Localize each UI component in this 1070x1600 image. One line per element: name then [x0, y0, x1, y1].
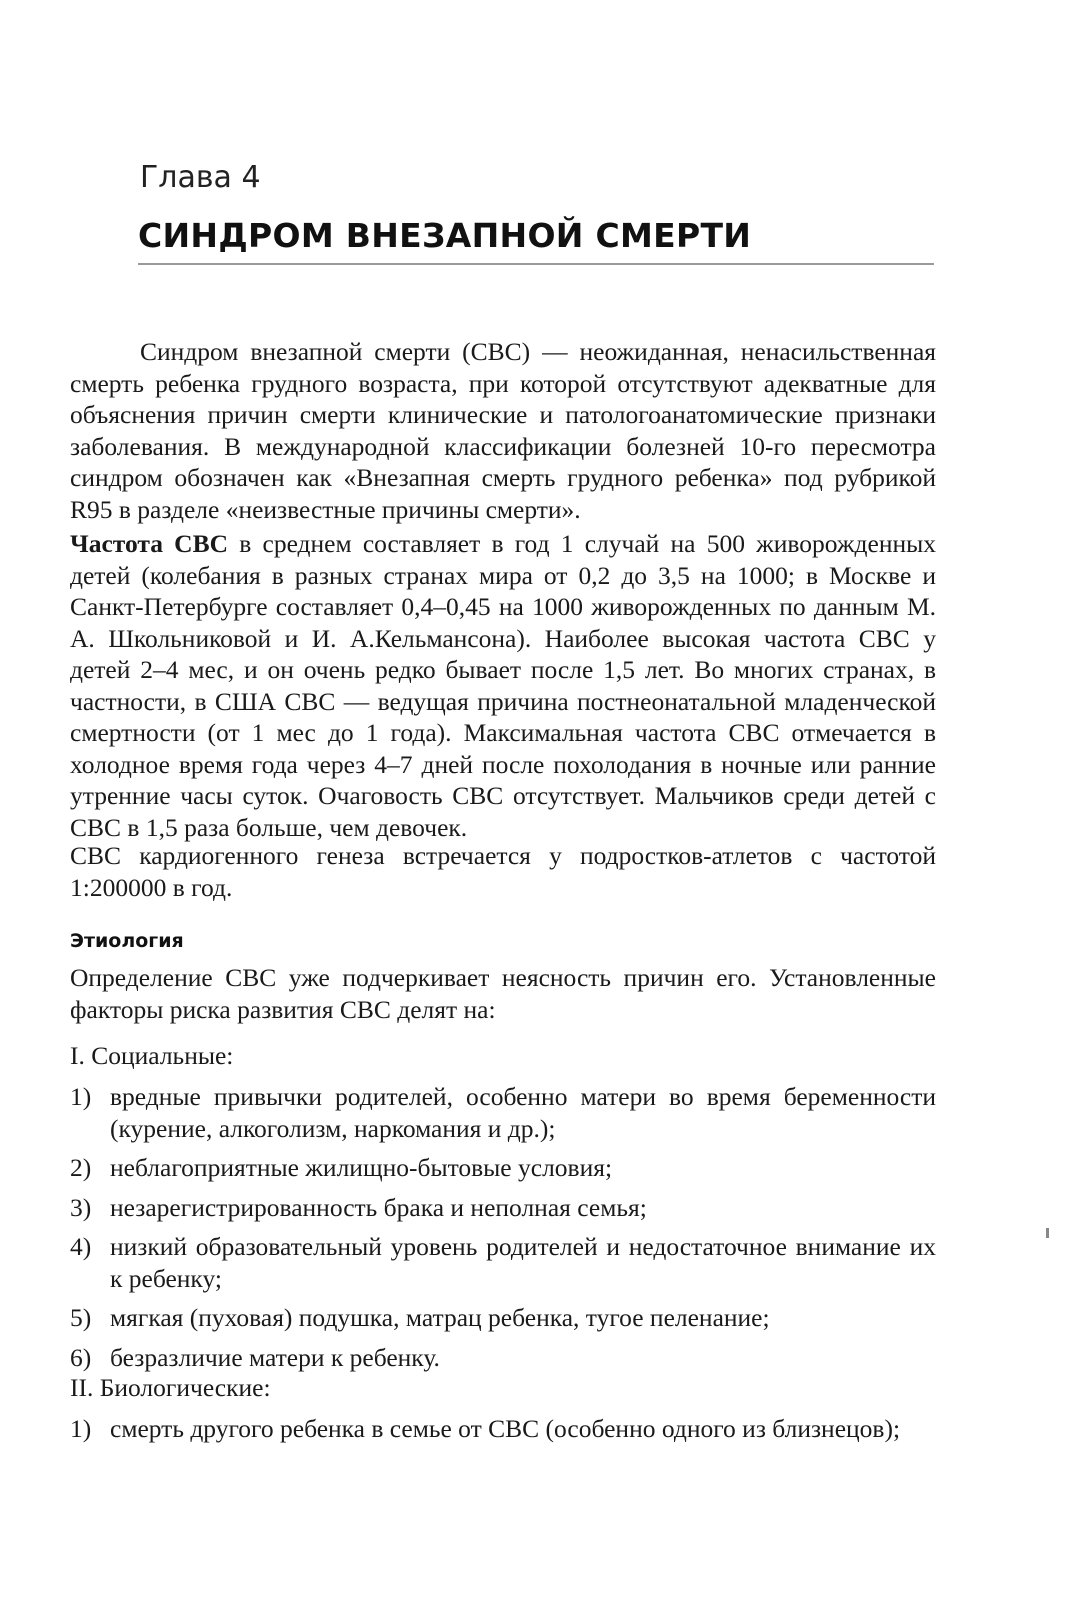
- list-item-number: 6): [70, 1342, 92, 1372]
- title-divider: [138, 263, 934, 265]
- list-item: [70, 1152, 936, 1184]
- paragraph-body: в среднем составляет в год 1 случай на 500 живорожденных детей (колебания в разных странах мира от 0,2 до 3,5 на 1000; в Москве и Санкт-Петербурге составляет 0,4–0,45 на 1000 живорожденных по данным М. А. Школьниковой и И. А.Кельмансона). Наиболее высокая частота СВС у детей 2–4 мес, и он очень редко бывает после 1,5 лет. Во многих странах, в частности, в США СВС — ведущая причина постнеонатальной младенческой смертности (от 1 мес до 1 года). Максимальная частота СВС отмечается в холодное время года через 4–7 дней после похолодания в ночные или ранние утренние часы суток. Очаговость СВС отсутствует. Мальчиков среди детей с СВС в 1,5 раза больше, чем девочек.: [70, 529, 936, 842]
- list-item: [70, 1413, 936, 1445]
- risk-list-social: [70, 1081, 936, 1381]
- list-item-number: 3): [70, 1192, 92, 1222]
- risk-list-biological: [70, 1413, 936, 1453]
- list-item: [70, 1192, 936, 1224]
- scan-edge-mark: [1046, 1228, 1049, 1238]
- list-item: [70, 1342, 936, 1374]
- list-item-number: 1): [70, 1082, 92, 1111]
- group-title-biological: II. Биологические:: [70, 1373, 271, 1402]
- list-item-number: 4): [70, 1232, 92, 1261]
- list-item-text: безразличие матери к ребенку.: [110, 1342, 440, 1372]
- list-item-text: неблагоприятные жилищно-бытовые условия;: [110, 1153, 613, 1182]
- list-item-text: незарегистрированность брака и неполная семья;: [110, 1192, 647, 1222]
- list-item-text: низкий образовательный уровень родителей и недостаточное внимание их к ребенку;: [110, 1232, 936, 1293]
- paragraph-text: СВС кардиогенного генеза встречается у подростков-атлетов с частотой 1:200000 в год.: [70, 841, 936, 902]
- group-title-social: I. Социальные:: [70, 1041, 234, 1070]
- chapter-label: Глава 4: [140, 160, 261, 195]
- paragraph-lead: Частота СВС: [70, 529, 229, 558]
- chapter-title: СИНДРОМ ВНЕЗАПНОЙ СМЕРТИ: [138, 216, 752, 255]
- list-item: [70, 1302, 936, 1334]
- list-item-number: 5): [70, 1303, 92, 1332]
- paragraph-text: Определение СВС уже подчеркивает неясность причин его. Установленные факторы риска развития СВС делят на:: [70, 963, 936, 1024]
- list-item-number: 2): [70, 1153, 92, 1182]
- list-item-text: мягкая (пуховая) подушка, матрац ребенка, тугое пеленание;: [110, 1303, 770, 1332]
- list-item-text: вредные привычки родителей, особенно матери во время беременности (курение, алкоголизм, наркомания и др.);: [110, 1082, 936, 1143]
- list-item-text: смерть другого ребенка в семье от СВС (особенно одного из близнецов);: [110, 1414, 901, 1443]
- intro-paragraph-3: [70, 840, 936, 903]
- list-item: [70, 1231, 936, 1294]
- paragraph-text: Синдром внезапной смерти (СВС) — неожиданная, ненасильственная смерть ребенка грудного возраста, при которой отсутствуют адекватные для объяснения причин смерти клинические и патологоанатомические признаки заболевания. В международной классификации болезней 10-го пересмотра синдром обозначен как «Внезапная смерть грудного ребенка» под рубрикой R95 в разделе «неизвестные причины смерти».: [70, 337, 936, 524]
- list-item: [70, 1081, 936, 1144]
- section-heading-etiology: Этиология: [70, 930, 184, 952]
- intro-paragraph-2: [70, 528, 936, 843]
- list-item-number: 1): [70, 1414, 92, 1443]
- paragraph-text: [70, 528, 936, 843]
- intro-paragraph-1: [70, 336, 936, 525]
- etiology-intro: [70, 962, 936, 1025]
